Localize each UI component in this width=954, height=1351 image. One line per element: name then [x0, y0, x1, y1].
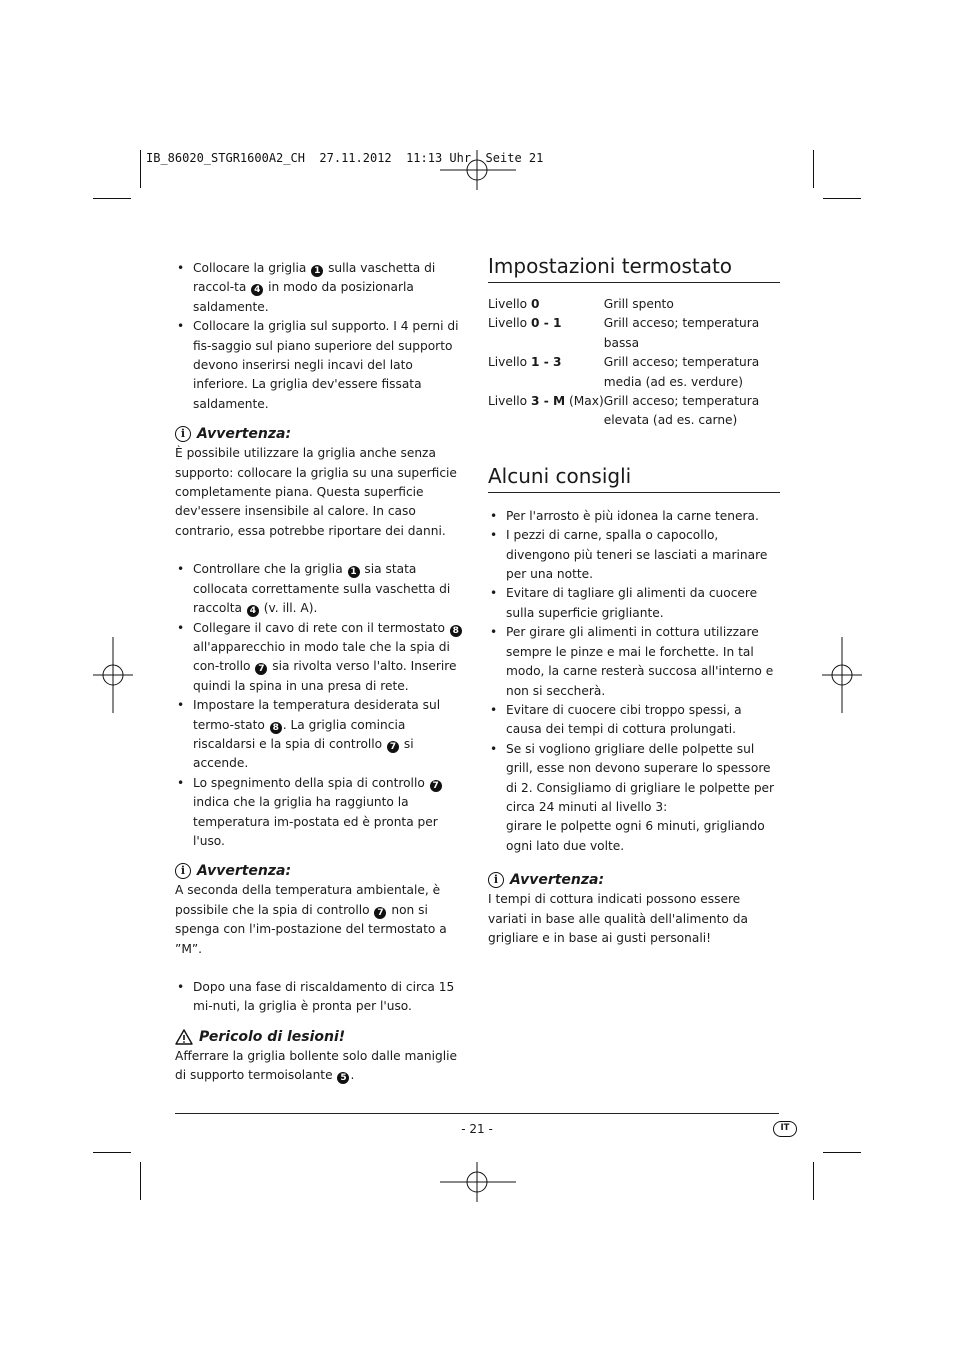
level-prefix: Livello — [488, 316, 531, 331]
registration-mark-left — [93, 637, 133, 713]
warning-triangle-icon — [175, 1029, 193, 1045]
level-prefix: Livello — [488, 355, 531, 370]
info-icon: i — [175, 426, 191, 442]
level-description: Grill acceso; temperatura elevata (ad es. carne) — [603, 394, 760, 428]
print-slug: IB_86020_STGR1600A2_CH 27.11.2012 11:13 Uhr Seite 21 — [146, 151, 544, 165]
text-run: A seconda della temperatura ambientale, è possibile che la spia di controllo — [175, 883, 441, 917]
item-number-badge: 1 — [348, 566, 360, 578]
text-run: Collegare il cavo di rete con il termostato — [193, 620, 449, 635]
level-description: Grill spento — [603, 297, 674, 311]
level-cell — [488, 353, 604, 392]
note-title: Avvertenza: — [197, 863, 292, 880]
text-run: indica che la griglia ha raggiunto la temperatura im-postata ed è pronta per l'uso. — [193, 795, 438, 848]
crop-mark — [823, 1152, 861, 1153]
list-item — [175, 560, 467, 618]
text-run: non si spenga con l'im-postazione del termostato a ”M”. — [175, 902, 447, 956]
registration-mark-top — [440, 150, 516, 190]
tip-item: • Se si vogliono grigliare delle polpette sul grill, esse non devono superare lo spessore di 2. Consigliamo di grigliare le polpette per circa 24 minuti al livello 3: girare le polpette ogni 6 minuti, grigliando ogni lato due volte. — [488, 740, 780, 856]
item-number-badge: 8 — [270, 722, 282, 734]
table-row — [488, 314, 780, 353]
tips-list — [488, 507, 780, 856]
level-suffix: (Max) — [565, 394, 604, 409]
crop-mark — [140, 150, 141, 188]
text-run: (v. ill. A). — [259, 601, 318, 616]
text-run: Dopo una fase di riscaldamento di circa 15 mi-nuti, la griglia è pronta per l'uso. — [193, 980, 455, 1014]
level-cell — [488, 314, 604, 353]
bullet-list-placement — [175, 259, 467, 414]
item-number-badge: 7 — [255, 663, 267, 675]
tip-item: • Evitare di tagliare gli alimenti da cuocere sulla superficie grigliante. — [488, 584, 780, 623]
tip-item: • Evitare di cuocere cibi troppo spessi, a causa dei tempi di cottura prolungati. — [488, 701, 780, 740]
note-heading — [175, 861, 467, 881]
crop-mark — [823, 198, 861, 199]
note-heading — [488, 870, 780, 890]
list-item — [175, 978, 467, 1017]
bullet-list-heating — [175, 978, 467, 1017]
note-title: Avvertenza: — [510, 872, 605, 889]
level-value: 1 - 3 — [531, 355, 562, 370]
text-run: Impostare la temperatura desiderata sul termo-stato — [193, 698, 441, 732]
crop-mark — [813, 1162, 814, 1200]
footer-rule — [175, 1113, 779, 1114]
crop-mark — [93, 198, 131, 199]
table-row — [488, 392, 780, 431]
level-description: Grill acceso; temperatura bassa — [603, 316, 760, 350]
note-title: Avvertenza: — [197, 426, 292, 443]
level-value: 3 - M — [531, 394, 566, 409]
tip-item: • Per girare gli alimenti in cottura utilizzare sempre le pinze e mai le forchette. In tal modo, la carne resterà succosa all'interno e non si seccherà. — [488, 623, 780, 701]
level-value: 0 — [531, 297, 540, 311]
left-column — [175, 259, 467, 1086]
list-item — [175, 317, 467, 414]
item-number-badge: 1 — [311, 265, 323, 277]
tip-item: • Per l'arrosto è più idonea la carne tenera. — [488, 507, 780, 526]
language-badge: IT — [773, 1121, 797, 1137]
text-run: si accende. — [193, 736, 414, 771]
item-number-badge: 4 — [247, 605, 259, 617]
level-description: Grill acceso; temperatura media (ad es. verdure) — [603, 355, 760, 389]
info-icon: i — [175, 863, 191, 879]
text-run: Afferrare la griglia bollente solo dalle maniglie di supporto termoisolante — [175, 1048, 458, 1083]
table-row — [488, 295, 780, 314]
text-run: all'apparecchio in modo tale che la spia di con-trollo — [193, 639, 450, 674]
text-run: . — [350, 1068, 355, 1083]
registration-mark-right — [822, 637, 862, 713]
note-text: È possibile utilizzare la griglia anche senza supporto: collocare la griglia su una superficie completamente piana. Questa superficie dev'essere insensibile al calore. In caso contrario, essa potrebbe riportare dei danni. — [175, 446, 457, 538]
right-column — [488, 253, 780, 948]
text-run: in modo da posizionarla saldamente. — [193, 280, 414, 314]
note-text: I tempi di cottura indicati possono essere variati in base alle qualità dell'alimento da grigliare e in base ai gusti personali! — [488, 892, 748, 945]
text-run: Controllare che la griglia — [193, 562, 347, 577]
note-heading — [175, 424, 467, 444]
crop-mark — [93, 1152, 131, 1153]
text-run: sia stata collocata correttamente sulla vaschetta di raccolta — [193, 562, 451, 616]
item-number-badge: 7 — [387, 741, 399, 753]
section-heading-thermostat: Impostazioni termostato — [488, 253, 780, 283]
item-number-badge: 5 — [337, 1072, 349, 1084]
tip-item: • I pezzi di carne, spalla o capocollo, divengono più teneri se lasciati a marinare per una notte. — [488, 526, 780, 584]
item-number-badge: 8 — [450, 625, 462, 637]
list-item — [175, 774, 467, 852]
table-row — [488, 353, 780, 392]
item-number-badge: 4 — [251, 284, 263, 296]
note-text — [175, 881, 467, 959]
info-icon: i — [488, 872, 504, 888]
page-number: - 21 - — [461, 1122, 493, 1136]
bullet-list-setup — [175, 560, 467, 851]
item-number-badge: 7 — [374, 907, 386, 919]
danger-title: Pericolo di lesioni! — [199, 1028, 346, 1045]
level-value: 0 - 1 — [531, 316, 562, 331]
text-run: Collocare la griglia — [193, 261, 311, 275]
crop-mark — [140, 1162, 141, 1200]
registration-mark-bottom — [440, 1162, 516, 1202]
thermostat-levels-table — [488, 295, 780, 431]
item-number-badge: 7 — [430, 780, 442, 792]
level-cell — [488, 295, 604, 314]
text-run: Collocare la griglia sul supporto. I 4 perni di fis-saggio sul piano superiore del supporto devono inserirsi negli incavi del lato inferiore. La griglia dev'essere fissata saldamente. — [193, 319, 459, 411]
level-prefix: Livello — [488, 394, 531, 409]
danger-text — [175, 1047, 467, 1086]
text-run: sulla vaschetta di raccol-ta — [193, 261, 436, 295]
crop-mark — [813, 150, 814, 188]
text-run: . La griglia comincia riscaldarsi e la spia di controllo — [193, 717, 406, 751]
list-item — [175, 619, 467, 697]
danger-heading — [175, 1027, 467, 1047]
section-heading-tips: Alcuni consigli — [488, 463, 780, 493]
text-run: sia rivolta verso l'alto. Inserire quindi la spina in una presa di rete. — [193, 659, 457, 693]
text-run: Lo spegnimento della spia di controllo — [193, 775, 429, 790]
level-cell — [488, 392, 604, 431]
level-prefix: Livello — [488, 297, 531, 311]
list-item — [175, 259, 467, 317]
list-item — [175, 696, 467, 774]
